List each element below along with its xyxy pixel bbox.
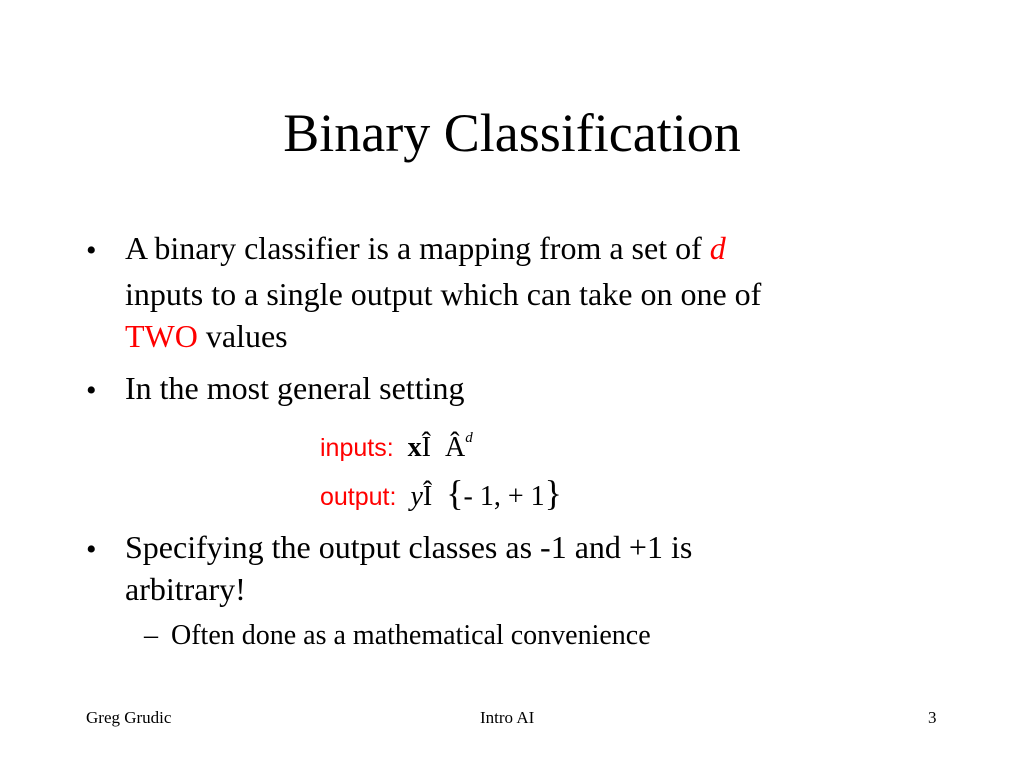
formula-inputs-set: Â [445, 432, 466, 463]
bullet-marker: • [86, 374, 97, 407]
slide-title: Binary Classification [283, 103, 741, 163]
bullet-2-text: In the most general setting [125, 370, 465, 406]
formula-output-var: y [410, 481, 423, 512]
bullet-3-line-2: arbitrary! [125, 571, 246, 607]
formula-inputs-rel: Î [421, 432, 431, 463]
bullet-marker: • [86, 234, 97, 267]
bullet-1-line-3 [125, 316, 288, 356]
formula-inputs-var: x [407, 432, 422, 463]
formula-output-label: output: [320, 483, 397, 511]
formula-output-values: - 1, + 1 [463, 481, 545, 512]
footer-page-number: 3 [928, 708, 937, 727]
bullet-1-variable-d: d [709, 230, 726, 266]
bullet-1-line-1 [125, 228, 726, 268]
bullet-1-text: A binary classifier is a mapping from a set of [125, 230, 710, 266]
bullet-3-line-1: Specifying the output classes as -1 and +1 is [125, 529, 693, 565]
formula-output-rel: Î [422, 481, 433, 512]
formula-output-close: } [544, 473, 562, 513]
bullet-1-line-2: inputs to a single output which can take on one of [125, 276, 762, 312]
formula-inputs-label: inputs: [320, 434, 394, 462]
footer-course: Intro AI [480, 708, 535, 727]
bullet-1-emphasis: TWO [125, 318, 198, 354]
bullet-marker: • [86, 533, 97, 566]
bullet-1-text-end: values [197, 318, 288, 354]
footer-author: Greg Grudic [86, 708, 172, 727]
sub-bullet-marker: – [144, 620, 158, 651]
formula-inputs-sup: d [465, 430, 473, 446]
formula-output-open: { [446, 473, 464, 513]
formula-output [320, 473, 562, 513]
formula-inputs [320, 422, 473, 464]
sub-bullet-text: Often done as a mathematical convenience [171, 620, 651, 651]
